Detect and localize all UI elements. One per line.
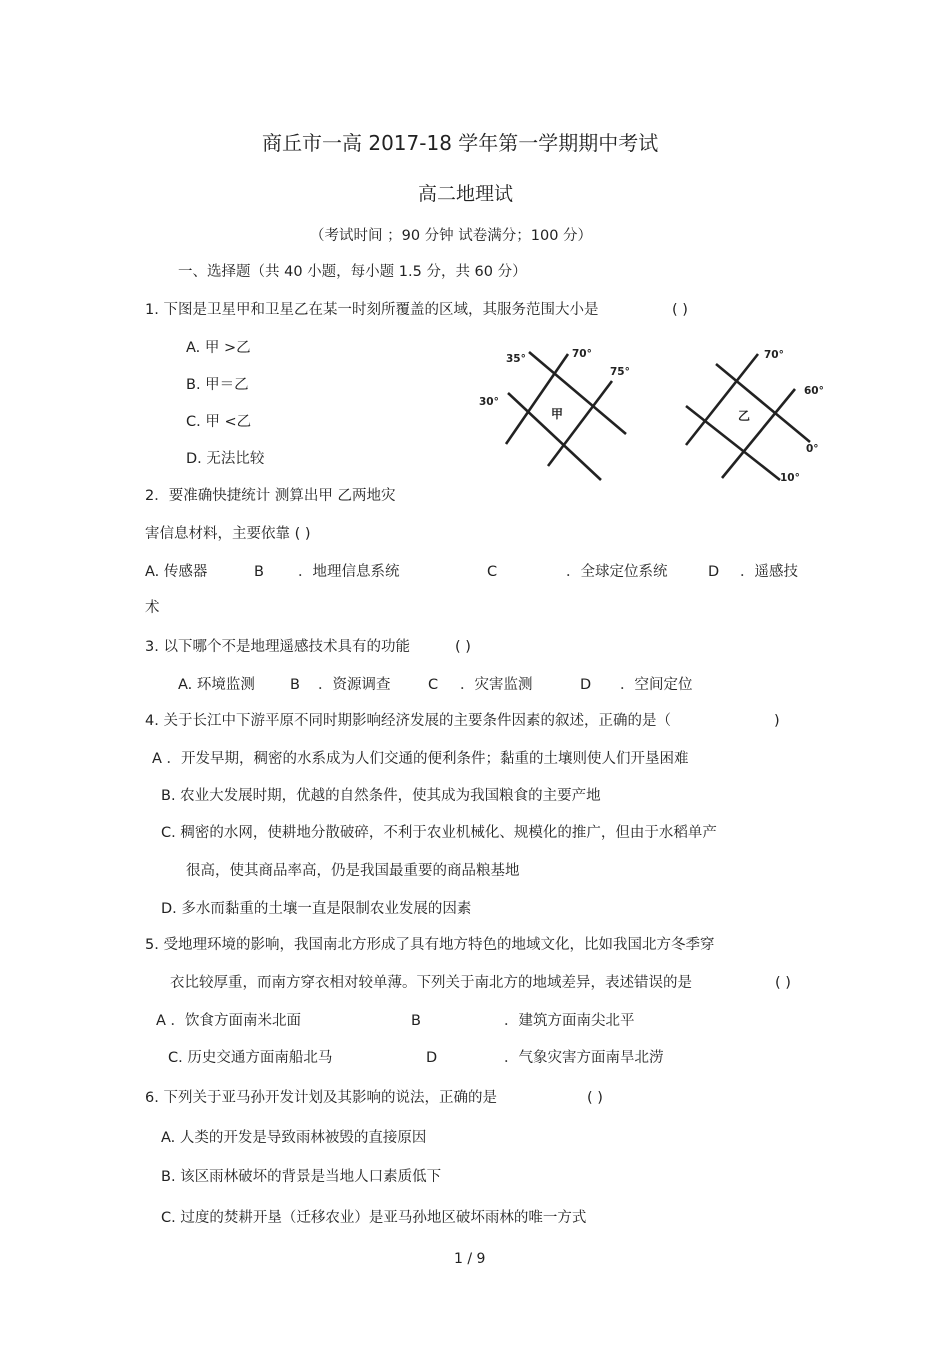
q2-option-d-wrap: 术 (145, 600, 160, 616)
q6-option-c: C. 过度的焚耕开垦（迁移农业）是亚马孙地区破坏雨林的唯一方式 (161, 1210, 587, 1226)
q5-option-b-letter: B (411, 1013, 421, 1029)
q6-option-a: A. 人类的开发是导致雨林被毁的直接原因 (161, 1130, 427, 1146)
label-60: 60° (804, 385, 824, 397)
q4-option-b: B. 农业大发展时期，优越的自然条件，使其成为我国粮食的主要产地 (161, 788, 601, 804)
center-yi: 乙 (738, 409, 751, 423)
q5-line1: 5. 受地理环境的影响，我国南北方形成了具有地方特色的地域文化，比如我国北方冬季穿 (145, 937, 715, 953)
q1-option-c: C. 甲 <乙 (186, 414, 252, 430)
q2-option-c-letter: C (487, 564, 498, 580)
q2-option-d: ．遥感技 (740, 564, 798, 580)
grid-jia (479, 348, 630, 480)
label-75: 75° (610, 366, 630, 378)
q1-option-d: D. 无法比较 (186, 451, 265, 467)
q5-option-b: ．建筑方面南尖北平 (504, 1013, 635, 1029)
q2-option-c: ．全球定位系统 (566, 564, 668, 580)
q4-option-c-line2: 很高，使其商品率高，仍是我国最重要的商品粮基地 (186, 863, 520, 879)
q1-option-a: A. 甲 >乙 (186, 340, 251, 356)
q4-option-c-line1: C. 稠密的水网，使耕地分散破碎，不利于农业机械化、规模化的推广，但由于水稻单产 (161, 825, 717, 841)
exam-title: 商丘市一高 2017-18 学年第一学期期中考试 (262, 131, 659, 155)
q2-line2: 害信息材料，主要依靠 ( ) (145, 526, 311, 542)
q6-answer-paren: ( ) (587, 1090, 603, 1106)
center-jia: 甲 (551, 407, 564, 421)
q5-answer-paren: ( ) (775, 975, 791, 991)
q4-stem: 4. 关于长江中下游平原不同时期影响经济发展的主要条件因素的叙述，正确的是（ (145, 713, 671, 729)
q4-option-d: D. 多水而黏重的土壤一直是限制农业发展的因素 (161, 901, 472, 917)
q3-option-c-letter: C (428, 677, 439, 693)
page-number: 1 / 9 (454, 1251, 486, 1267)
q5-option-c: C. 历史交通方面南船北马 (168, 1050, 333, 1066)
q5-option-a: A ．饮食方面南米北面 (156, 1013, 302, 1029)
label-70-right: 70° (764, 349, 784, 361)
q5-option-d: ．气象灾害方面南旱北涝 (504, 1050, 664, 1066)
label-70: 70° (572, 348, 592, 360)
q3-option-c: ．灾害监测 (460, 677, 533, 693)
q5-option-d-letter: D (426, 1050, 438, 1066)
label-30: 30° (479, 396, 499, 408)
section-heading: 一、选择题（共 40 小题，每小题 1.5 分，共 60 分） (178, 264, 527, 280)
q2-option-b-letter: B (254, 564, 264, 580)
q4-option-a: A ．开发早期，稠密的水系成为人们交通的便利条件；黏重的土壤则使人们开垦困难 (152, 751, 689, 767)
q1-option-b: B. 甲＝乙 (186, 377, 249, 393)
q3-option-b: ．资源调查 (318, 677, 391, 693)
q2-option-b: ．地理信息系统 (298, 564, 400, 580)
q6-stem: 6. 下列关于亚马孙开发计划及其影响的说法，正确的是 (145, 1090, 497, 1106)
label-35: 35° (506, 353, 526, 365)
q3-option-b-letter: B (290, 677, 300, 693)
q4-answer-paren: ) (774, 713, 780, 729)
exam-subtitle: 高二地理试 (418, 183, 514, 205)
q2-option-a: A. 传感器 (145, 564, 208, 580)
q3-option-d-letter: D (580, 677, 592, 693)
q1-stem: 1. 下图是卫星甲和卫星乙在某一时刻所覆盖的区域，其服务范围大小是 (145, 302, 599, 318)
q5-line2: 衣比较厚重，而南方穿衣相对较单薄。下列关于南北方的地域差异，表述错误的是 (170, 975, 692, 991)
q6-option-b: B. 该区雨林破坏的背景是当地人口素质低下 (161, 1169, 442, 1185)
q1-answer-paren: ( ) (672, 302, 688, 318)
label-10: 10° (780, 472, 800, 484)
exam-info: （考试时间 ；90 分钟 试卷满分；100 分） (310, 228, 593, 244)
q3-stem: 3. 以下哪个不是地理遥感技术具有的功能 (145, 639, 410, 655)
label-0: 0° (806, 443, 819, 455)
q2-line1: 2．要准确快捷统计 测算出甲 乙两地灾 (145, 488, 396, 504)
q3-option-a: A. 环境监测 (178, 677, 255, 693)
q3-answer-paren: ( ) (455, 639, 471, 655)
q3-option-d: ．空间定位 (620, 677, 693, 693)
satellite-coverage-figure (470, 340, 850, 500)
q2-option-d-letter: D (708, 564, 720, 580)
grid-yi (686, 349, 824, 484)
